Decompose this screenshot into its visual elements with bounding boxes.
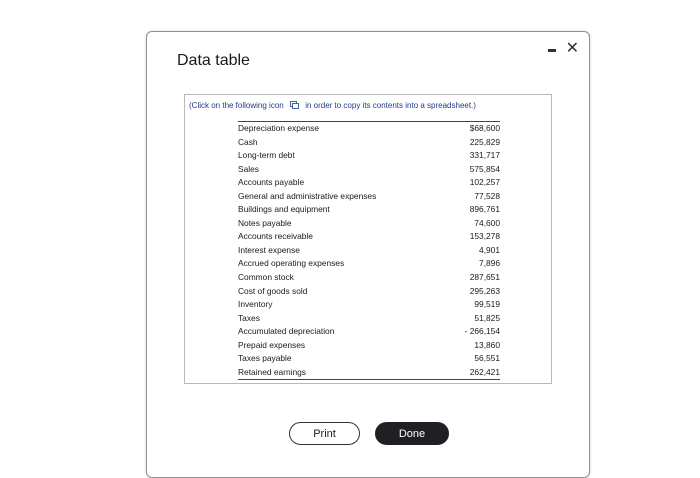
row-label: Accrued operating expenses	[238, 258, 345, 269]
table-row	[238, 352, 500, 366]
table-container	[184, 94, 552, 384]
row-label: Notes payable	[238, 217, 292, 228]
table-row	[238, 244, 500, 258]
row-label: Inventory	[238, 299, 273, 310]
row-value: 56,551	[474, 353, 500, 364]
row-value: 295,263	[469, 285, 500, 296]
table-row	[238, 285, 500, 299]
row-label: General and administrative expenses	[238, 190, 377, 201]
table-row	[238, 339, 500, 353]
table-row	[238, 325, 500, 339]
row-label: Interest expense	[238, 244, 300, 255]
row-label: Taxes	[238, 312, 260, 323]
row-value: 102,257	[469, 177, 500, 188]
table-row	[238, 230, 500, 244]
row-label: Common stock	[238, 272, 294, 283]
row-label: Accounts payable	[238, 177, 305, 188]
table-row	[238, 217, 500, 231]
close-icon[interactable]: ✕	[565, 40, 579, 57]
print-button[interactable]: Print	[289, 422, 360, 445]
row-value: 153,278	[469, 231, 500, 242]
row-value: 74,600	[474, 217, 500, 228]
table-row	[238, 149, 500, 163]
table-row	[238, 203, 500, 217]
row-value: 4,901	[479, 244, 500, 255]
table-row	[238, 298, 500, 312]
row-value: 7,896	[479, 258, 500, 269]
data-table	[238, 121, 500, 380]
row-label: Depreciation expense	[238, 123, 320, 133]
row-label: Sales	[238, 163, 259, 174]
table-row	[238, 176, 500, 190]
table-row	[238, 271, 500, 285]
dialog-title: Data table	[177, 52, 250, 69]
done-button[interactable]: Done	[375, 422, 449, 445]
row-value: 262,421	[469, 366, 500, 377]
table-row	[238, 257, 500, 271]
row-label: Long-term debt	[238, 150, 295, 161]
table-row	[238, 122, 500, 136]
row-value: 287,651	[469, 272, 500, 283]
copy-instruction-prefix: (Click on the following icon	[189, 101, 284, 110]
copy-instruction-suffix: in order to copy its contents into a spreadsheet.)	[305, 101, 476, 110]
row-label: Accounts receivable	[238, 231, 313, 242]
row-value: 51,825	[474, 312, 500, 323]
table-row	[238, 136, 500, 150]
row-value: $68,600	[469, 123, 500, 133]
row-label: Prepaid expenses	[238, 339, 306, 350]
row-value: 99,519	[474, 299, 500, 310]
row-label: Cash	[238, 136, 258, 147]
data-table-dialog	[146, 31, 590, 478]
row-label: Retained earnings	[238, 366, 306, 377]
copy-spreadsheet-icon[interactable]	[290, 101, 299, 109]
window-controls	[548, 41, 579, 57]
copy-instruction	[189, 101, 476, 110]
minimize-icon[interactable]	[548, 49, 556, 52]
row-value: 13,860	[474, 339, 500, 350]
row-value: 331,717	[469, 150, 500, 161]
row-value: 225,829	[469, 136, 500, 147]
row-label: Cost of goods sold	[238, 285, 308, 296]
row-value: - 266,154	[464, 326, 500, 337]
row-label: Accumulated depreciation	[238, 326, 335, 337]
table-row	[238, 366, 500, 380]
table-row	[238, 163, 500, 177]
row-value: 77,528	[474, 190, 500, 201]
row-value: 575,854	[469, 163, 500, 174]
row-value: 896,761	[469, 204, 500, 215]
row-label: Buildings and equipment	[238, 204, 330, 215]
table-row	[238, 312, 500, 326]
row-label: Taxes payable	[238, 353, 292, 364]
table-row	[238, 190, 500, 204]
